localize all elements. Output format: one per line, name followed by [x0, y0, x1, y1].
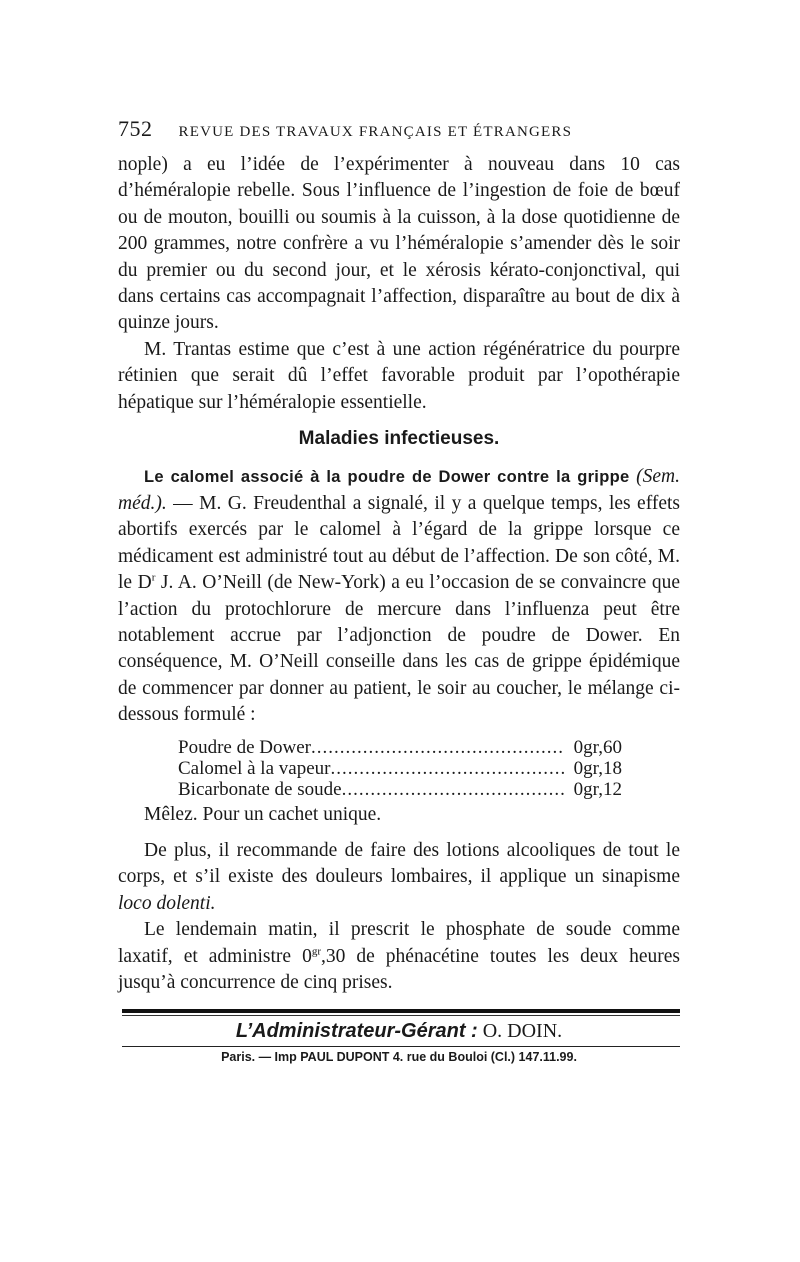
loco-dolenti: loco dolenti.: [118, 892, 216, 914]
dose-unit: 0gr: [573, 736, 599, 758]
lotions-text: De plus, il recommande de faire des lotions alcooliques de tout le corps, et s’il existe des douleurs lombaires, il applique un sinapisme: [118, 839, 680, 888]
dose-value: ,12: [598, 778, 622, 800]
article-title: Le calomel associé à la poudre de Dower contre la grippe: [144, 468, 630, 487]
dose-unit: 0gr: [573, 778, 599, 800]
footer-rule-thick: [122, 1009, 680, 1013]
section-title: Maladies infectieuses.: [298, 428, 500, 450]
article-intro-text-a: — M. G. Freudenthal a signalé, il y a quelque temps, les effets abortifs exercés par le calomel à l’égard de la grippe lorsque ce médicament est administré tout au début de l’affection. De son côté, M. le D: [118, 492, 680, 594]
paragraph-trantas: M. Trantas estime que c’est à une action régénératrice du pourpre rétinien que serait dû l’effet favorable produit par l’opothérapie hépatique sur l’héméralopie essentielle.: [118, 338, 680, 413]
formula-ingredient: Poudre de Dower .....: [178, 737, 564, 758]
dose-value: ,18: [598, 757, 622, 779]
article-intro-text-b: J. A. O’Neill (de New-York) a eu l’occasion de se convaincre que l’action du protochlorure de mercure dans l’influenza peut être notablement accrue par l’adjonction de poudre de Dower. En conséquence, M. O’Neill conseille dans les cas de grippe épidémique de commencer par donner au patient, le soir au coucher, le mélange ci-dessous formulé :: [118, 572, 680, 726]
imprint-rule: [122, 1046, 680, 1047]
running-head: REVUE DES TRAVAUX FRANÇAIS ET ÉTRANGERS: [178, 124, 573, 140]
paragraph-lotions: [118, 838, 680, 917]
formula-ingredient: Calomel à la vapeur .....: [178, 758, 564, 779]
formula-instruction: Mêlez. Pour un cachet unique.: [144, 803, 382, 825]
formula-ingredient: Bicarbonate de soude .....: [178, 779, 564, 800]
dose-value: ,60: [598, 736, 622, 758]
formula-dose: [564, 758, 622, 779]
footer-rule-thin: [122, 1015, 680, 1016]
prescription-formula: [178, 737, 622, 800]
formula-dose: [564, 779, 622, 800]
paragraph-lendemain: [118, 917, 680, 996]
formula-row: [178, 737, 622, 758]
formula-row: [178, 779, 622, 800]
page-number: 752: [118, 116, 153, 141]
page-header: [118, 116, 684, 144]
dose-unit: 0gr: [573, 757, 599, 779]
formula-row: [178, 758, 622, 779]
doctor-abbrev-sup: r: [151, 571, 156, 584]
paragraph-continuation: nople) a eu l’idée de l’expérimenter à nouveau dans 10 cas d’héméralopie rebelle. Sous l’influence de l’ingestion de foie de bœuf ou de mouton, bouilli ou soumis à la cuisson, à la dose quotidienne de 200 grammes, notre confrère a vu l’héméralopie s’amender dès le soir du premier ou du second jour, et le xérosis kérato-conjonctival, qui dans certains cas accompagnait l’affection, disparaître au bout de dix à quinze jours.: [118, 154, 680, 334]
body-text: [118, 152, 680, 996]
signature-role: L’Administrateur-Gérant :: [235, 1020, 478, 1042]
gram-abbrev-sup: gr: [311, 945, 322, 958]
printer-imprint: Paris. — Imp PAUL DUPONT 4. rue du Bouloi (Cl.) 147.11.99.: [221, 1050, 577, 1064]
paragraph-article-intro: [118, 464, 680, 728]
lendemain-text-a: Le lendemain matin, il prescrit le phosphate de soude comme laxatif, et administre 0: [118, 919, 680, 967]
signature-line: [118, 1020, 680, 1043]
article-source: (Sem. méd.).: [118, 466, 681, 514]
signature-name: O. DOIN.: [482, 1020, 563, 1042]
formula-dose: [564, 737, 622, 758]
lendemain-text-b: ,30 de phénacétine toutes les deux heures jusqu’à concurrence de cinq prises.: [118, 945, 680, 993]
